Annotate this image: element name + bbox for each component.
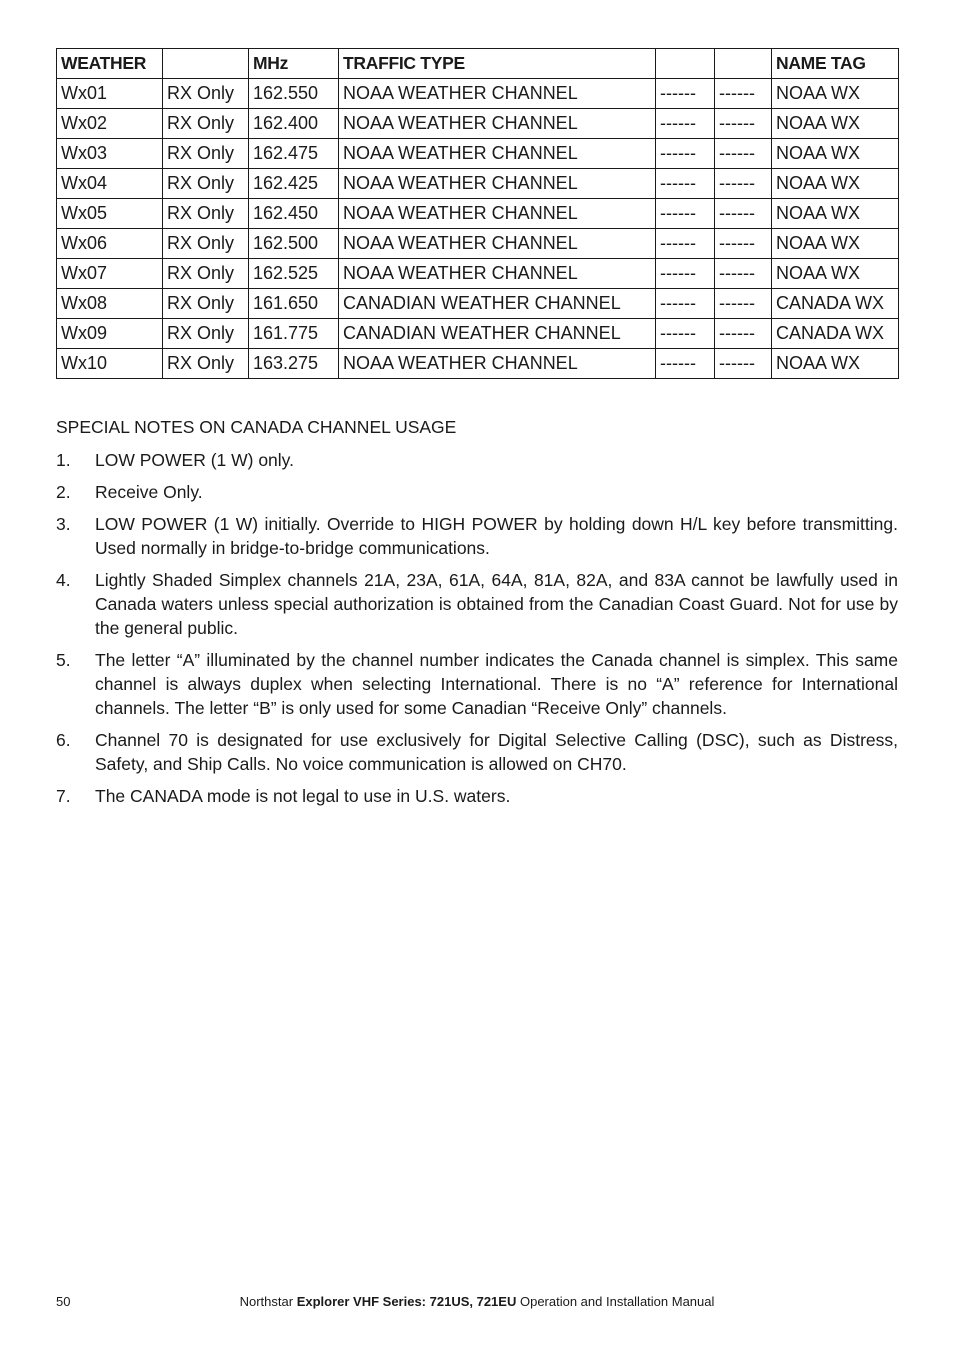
table-cell: 162.475 <box>249 139 339 169</box>
table-cell: RX Only <box>163 109 249 139</box>
table-cell: NOAA WEATHER CHANNEL <box>339 79 656 109</box>
table-cell: Wx08 <box>57 289 163 319</box>
note-item <box>56 648 898 720</box>
table-cell: 162.450 <box>249 199 339 229</box>
table-cell: NOAA WX <box>772 109 899 139</box>
table-cell: 161.650 <box>249 289 339 319</box>
table-cell: ------ <box>656 259 715 289</box>
note-text: Channel 70 is designated for use exclusively for Digital Selective Calling (DSC), such as Distress, Safety, and Ship Calls. No voice communication is allowed on CH70. <box>95 730 898 774</box>
note-item <box>56 512 898 560</box>
table-cell: ------ <box>715 169 772 199</box>
table-cell: CANADIAN WEATHER CHANNEL <box>339 289 656 319</box>
table-row <box>57 169 899 199</box>
note-text: The letter “A” illuminated by the channel number indicates the Canada channel is simplex. This same channel is always duplex when selecting International. There is no “A” reference for International channels. The letter “B” is only used for some Canadian “Receive Only” channels. <box>95 650 898 718</box>
table-cell: ------ <box>656 349 715 379</box>
table-row <box>57 259 899 289</box>
table-cell: ------ <box>656 139 715 169</box>
table-cell: Wx04 <box>57 169 163 199</box>
table-cell: Wx10 <box>57 349 163 379</box>
table-row <box>57 199 899 229</box>
footer-title <box>0 1294 954 1309</box>
table-row <box>57 349 899 379</box>
table-cell: ------ <box>715 229 772 259</box>
table-cell: RX Only <box>163 259 249 289</box>
table-cell: ------ <box>715 199 772 229</box>
note-text: LOW POWER (1 W) initially. Override to HIGH POWER by holding down H/L key before transmitting. Used normally in bridge-to-bridge communications. <box>95 514 898 558</box>
table-cell: NOAA WX <box>772 199 899 229</box>
table-cell: NOAA WX <box>772 259 899 289</box>
column-header <box>656 49 715 79</box>
table-cell: 162.425 <box>249 169 339 199</box>
table-cell: 162.400 <box>249 109 339 139</box>
table-header <box>57 49 899 79</box>
table-row <box>57 109 899 139</box>
table-cell: ------ <box>656 169 715 199</box>
table-cell: NOAA WEATHER CHANNEL <box>339 139 656 169</box>
table-cell: ------ <box>656 229 715 259</box>
table-cell: Wx06 <box>57 229 163 259</box>
table-cell: ------ <box>656 289 715 319</box>
table-cell: RX Only <box>163 289 249 319</box>
note-text: Receive Only. <box>95 482 203 502</box>
note-number: 4. <box>56 570 71 590</box>
note-item <box>56 784 898 808</box>
table-cell: 162.550 <box>249 79 339 109</box>
note-text: Lightly Shaded Simplex channels 21A, 23A, 61A, 64A, 81A, 82A, and 83A cannot be lawfully used in Canada waters unless special authorization is obtained from the Canadian Coast Guard. Not for use by the general public. <box>95 570 898 638</box>
table-cell: NOAA WEATHER CHANNEL <box>339 259 656 289</box>
column-header: TRAFFIC TYPE <box>339 49 656 79</box>
table-row <box>57 79 899 109</box>
notes-heading: SPECIAL NOTES ON CANADA CHANNEL USAGE <box>56 417 457 437</box>
table-cell: Wx02 <box>57 109 163 139</box>
table-cell: ------ <box>715 109 772 139</box>
table-cell: ------ <box>656 199 715 229</box>
table-body <box>57 79 899 379</box>
note-number: 6. <box>56 730 71 750</box>
table-row <box>57 289 899 319</box>
note-item <box>56 728 898 776</box>
table-cell: NOAA WEATHER CHANNEL <box>339 229 656 259</box>
table-cell: ------ <box>656 79 715 109</box>
table-cell: ------ <box>715 139 772 169</box>
table-cell: RX Only <box>163 139 249 169</box>
table-cell: ------ <box>656 319 715 349</box>
table-row <box>57 319 899 349</box>
column-header <box>163 49 249 79</box>
table-cell: 163.275 <box>249 349 339 379</box>
table-cell: Wx03 <box>57 139 163 169</box>
footer-brand: Northstar <box>239 1294 294 1309</box>
note-number: 2. <box>56 482 71 502</box>
table-cell: RX Only <box>163 229 249 259</box>
note-text: LOW POWER (1 W) only. <box>95 450 294 470</box>
table-cell: Wx09 <box>57 319 163 349</box>
table-cell: ------ <box>656 109 715 139</box>
table-cell: NOAA WEATHER CHANNEL <box>339 349 656 379</box>
table-cell: Wx05 <box>57 199 163 229</box>
table-cell: CANADA WX <box>772 289 899 319</box>
note-number: 3. <box>56 514 71 534</box>
table-cell: NOAA WX <box>772 229 899 259</box>
column-header: MHz <box>249 49 339 79</box>
note-number: 1. <box>56 450 71 470</box>
table-cell: Wx07 <box>57 259 163 289</box>
table-cell: RX Only <box>163 319 249 349</box>
table-cell: NOAA WX <box>772 79 899 109</box>
note-item <box>56 448 898 472</box>
table-cell: ------ <box>715 79 772 109</box>
table-cell: NOAA WEATHER CHANNEL <box>339 169 656 199</box>
table-cell: NOAA WX <box>772 139 899 169</box>
table-cell: NOAA WX <box>772 169 899 199</box>
note-item <box>56 480 898 504</box>
column-header: NAME TAG <box>772 49 899 79</box>
table-cell: RX Only <box>163 79 249 109</box>
column-header: WEATHER <box>57 49 163 79</box>
table-row <box>57 139 899 169</box>
table-row <box>57 229 899 259</box>
footer-product: Explorer VHF Series: 721US, 721EU <box>296 1294 517 1309</box>
table-cell: NOAA WEATHER CHANNEL <box>339 109 656 139</box>
table-cell: CANADA WX <box>772 319 899 349</box>
note-number: 7. <box>56 786 71 806</box>
header-row <box>57 49 899 79</box>
table-cell: ------ <box>715 259 772 289</box>
table-cell: NOAA WEATHER CHANNEL <box>339 199 656 229</box>
table-cell: CANADIAN WEATHER CHANNEL <box>339 319 656 349</box>
table-cell: NOAA WX <box>772 349 899 379</box>
table-cell: RX Only <box>163 349 249 379</box>
table-cell: ------ <box>715 319 772 349</box>
page-number: 50 <box>56 1294 71 1309</box>
table-cell: 161.775 <box>249 319 339 349</box>
table-cell: ------ <box>715 289 772 319</box>
table-cell: ------ <box>715 349 772 379</box>
note-text: The CANADA mode is not legal to use in U.S. waters. <box>95 786 511 806</box>
weather-channel-table <box>56 48 899 379</box>
notes-list <box>56 448 898 816</box>
table-cell: RX Only <box>163 169 249 199</box>
table-cell: 162.525 <box>249 259 339 289</box>
table-cell: RX Only <box>163 199 249 229</box>
note-number: 5. <box>56 650 71 670</box>
column-header <box>715 49 772 79</box>
footer-suffix: Operation and Installation Manual <box>519 1294 715 1309</box>
note-item <box>56 568 898 640</box>
table-cell: 162.500 <box>249 229 339 259</box>
table-cell: Wx01 <box>57 79 163 109</box>
